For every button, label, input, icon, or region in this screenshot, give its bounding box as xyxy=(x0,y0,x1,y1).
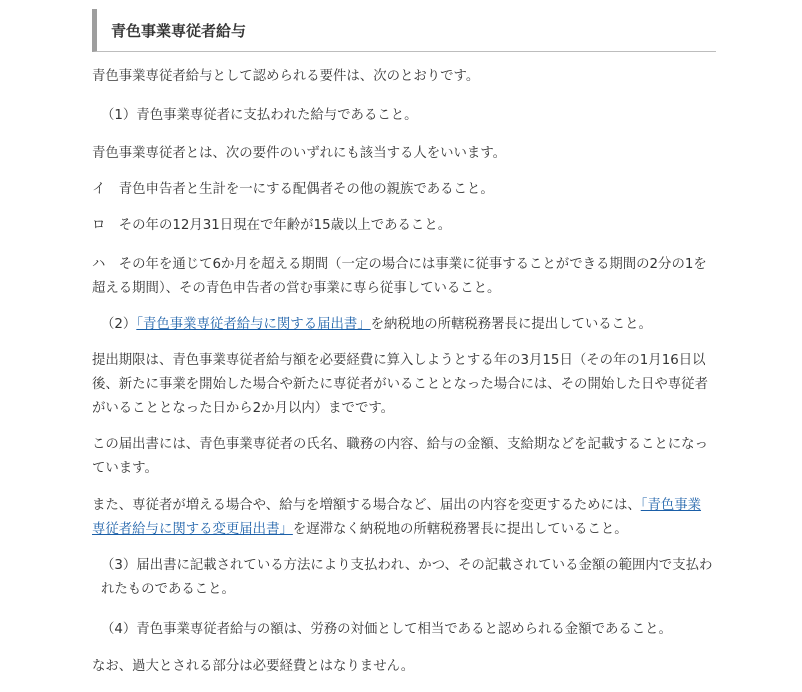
requirement-3-line1: （3）届出書に記載されている方法により支払われ、かつ、その記載されている金額の範囲内で支払わ xyxy=(101,558,713,573)
requirement-2-prefix: （2） xyxy=(101,317,137,332)
deadline-line3: がいることとなった日から2か月以内）までです。 xyxy=(92,401,395,416)
requirement-1: （1）青色事業専従者に支払われた給与であること。 xyxy=(101,108,418,123)
condition-ha-line1: ハ その年を通じて6か月を超える期間（一定の場合には事業に従事することができる期間の2分の1を xyxy=(92,257,707,272)
deadline-text xyxy=(92,349,716,421)
change-form-link-part1[interactable]: 「青色事業 xyxy=(640,498,702,513)
section-heading xyxy=(92,9,716,52)
condition-i: イ 青色申告者と生計を一にする配偶者その他の親族であること。 xyxy=(92,182,494,197)
requirement-4: （4）青色事業専従者給与の額は、労務の対価として相当であると認められる金額であること。 xyxy=(101,622,672,637)
condition-ha xyxy=(92,253,716,301)
deadline-line2: 後、新たに事業を開始した場合や新たに専従者がいることとなった場合には、その開始した日や専従者 xyxy=(92,377,708,392)
change-notice-prefix: また、専従者が増える場合や、給与を増額する場合など、届出の内容を変更するためには、 xyxy=(92,498,641,513)
registration-form-link[interactable]: 「青色事業専従者給与に関する届出書」 xyxy=(136,317,371,332)
note-text: なお、過大とされる部分は必要経費とはなりません。 xyxy=(92,659,415,674)
form-contents-line2: ています。 xyxy=(92,461,158,476)
requirement-2 xyxy=(92,313,725,337)
requirement-3 xyxy=(92,554,725,602)
requirement-3-line2: れたものであること。 xyxy=(101,582,235,597)
section-heading-text: 青色事業専従者給与 xyxy=(111,21,247,40)
definition-text: 青色事業専従者とは、次の要件のいずれにも該当する人をいいます。 xyxy=(92,146,507,161)
requirement-2-suffix: を納税地の所轄税務署長に提出していること。 xyxy=(370,317,652,332)
change-form-link-part2[interactable]: 専従者給与に関する変更届出書」 xyxy=(92,522,293,537)
change-notice-suffix: を遅滞なく納税地の所轄税務署長に提出していること。 xyxy=(292,522,628,537)
condition-ro: ロ その年の12月31日現在で年齢が15歳以上であること。 xyxy=(92,218,452,233)
condition-ha-line2: 超える期間）、その青色申告者の営む事業に専ら従事していること。 xyxy=(92,281,501,296)
change-notice-text xyxy=(92,494,716,542)
deadline-line1: 提出期限は、青色事業専従者給与額を必要経費に算入しようとする年の3月15日（その年の1月16日以 xyxy=(92,353,706,368)
form-contents-line1: この届出書には、青色事業専従者の氏名、職務の内容、給与の金額、支給期などを記載することになっ xyxy=(92,437,708,452)
form-contents-text xyxy=(92,433,716,481)
intro-text: 青色事業専従者給与として認められる要件は、次のとおりです。 xyxy=(92,69,480,84)
main-content xyxy=(92,0,716,674)
